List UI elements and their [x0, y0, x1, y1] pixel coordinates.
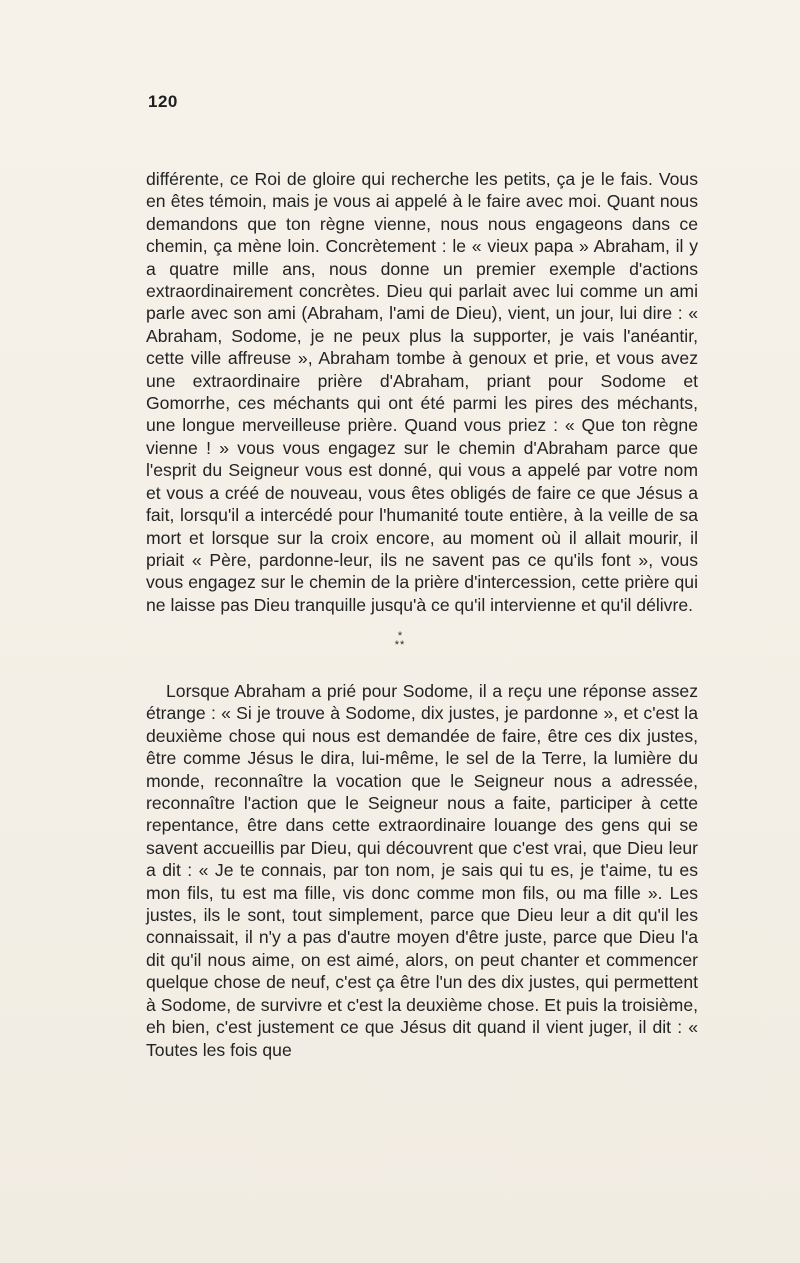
paragraph: Lorsque Abraham a prié pour Sodome, il a reçu une réponse assez étrange : « Si je trouve à Sodome, dix justes, je pardonne », et c'est la deuxième chose qui nous est demandée de faire, être ces dix justes, être comme Jésus le dira, lui-même, le sel de la Terre, la lumière du monde, reconnaître la vocation que le Seigneur nous a adressée, reconnaître l'action que le Seigneur nous a faite, participer à cette repentance, être dans cette extraordinaire louange des gens qui se savent accueillis par Dieu, qui découvrent que c'est vrai, que Dieu leur a dit : « Je te connais, par ton nom, je sais qui tu es, je t'aime, tu es mon fils, tu est ma fille, vis donc comme mon fils, ou ma fille ». Les justes, ils le sont, tout simplement, parce que Dieu leur a dit qu'il les connaissait, il n'y a pas d'autre moyen d'être juste, parce que Dieu l'a dit qu'il nous aime, on est aimé, alors, on peut chanter et commencer quelque chose de neuf, c'est ça être l'un des dix justes, qui permettent à Sodome, de survivre et c'est la deuxième chose. Et puis la troisième, eh bien, c'est justement ce que Jésus dit quand il vient juger, il dit : « Toutes les fois que — [146, 681, 698, 1060]
body-text-block-1 — [146, 168, 698, 616]
page-number: 120 — [148, 92, 178, 111]
body-text-block-2 — [146, 680, 698, 1061]
paragraph: différente, ce Roi de gloire qui recherche les petits, ça je le fais. Vous en êtes témoin, mais je vous ai appelé à le faire avec moi. Quant nous demandons que ton règne vienne, nous nous engageons dans ce chemin, ça mène loin. Concrètement : le « vieux papa » Abraham, il y a quatre mille ans, nous donne un premier exemple d'actions extraordinairement concrètes. Dieu qui parlait avec lui comme un ami parle avec son ami (Abraham, l'ami de Dieu), vient, un jour, lui dire : « Abraham, Sodome, je ne peux plus la supporter, je vais l'anéantir, cette ville affreuse », Abraham tombe à genoux et prie, et vous avez une extraordinaire prière d'Abraham, priant pour Sodome et Gomorrhe, ces méchants qui ont été parmi les pires des méchants, une longue merveilleuse prière. Quand vous priez : « Que ton règne vienne ! » vous vous engagez sur le chemin d'Abraham parce que l'esprit du Seigneur vous est donné, qui vous a appelé par votre nom et vous a créé de nouveau, vous êtes obligés de faire ce que Jésus a fait, lorsqu'il a intercédé pour l'humanité toute entière, à la veille de sa mort et lorsque sur la croix encore, au moment où il allait mourir, il priait « Père, pardonne-leur, ils ne savent pas ce qu'ils font », vous vous engagez sur le chemin de la prière d'intercession, cette prière qui ne laisse pas Dieu tranquille jusqu'à ce qu'il intervienne et qu'il délivre. — [146, 169, 698, 615]
section-separator-asterism: * ** — [394, 630, 406, 651]
